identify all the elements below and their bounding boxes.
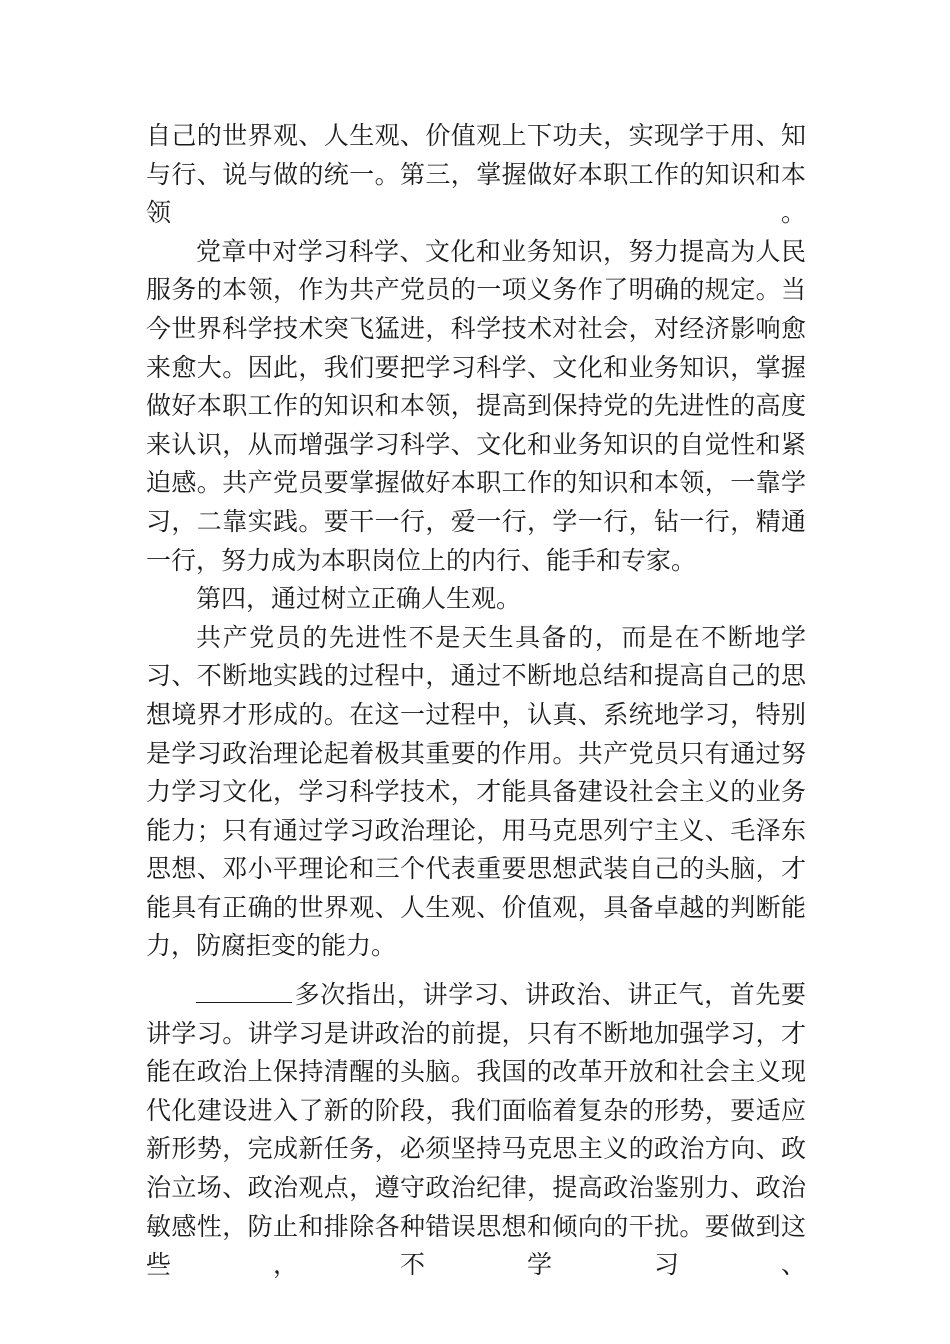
paragraph-study-politics-text: 多次指出，讲学习、讲政治、讲正气，首先要讲学习。讲学习是讲政治的前提，只有不断地加强学习，才能在政治上保持清醒的头脑。我国的改革开放和社会主义现代化建设进入了新的阶段，我们面临着复杂的形势，要适应新形势，完成新任务，必须坚持马克思主义的政治方向、政治立场、政治观点，遵守政治纪律，提高政治鉴别力、政治敏感性，防止和排除各种错误思想和倾向的干扰。要做到这些，不学习、 (146, 980, 806, 1280)
paragraph-advancement: 共产党员的先进性不是天生具备的，而是在不断地学习、不断地实践的过程中，通过不断地总结和提高自己的思想境界才形成的。在这一过程中，认真、系统地学习，特别是学习政治理论起着极其重要的作用。共产党员只有通过努力学习文化，学习科学技术，才能具备建设社会主义的业务能力；只有通过学习政治理论，用马克思列宁主义、毛泽东思想、邓小平理论和三个代表重要思想武装自己的头脑，才能具有正确的世界观、人生观、价值观，具备卓越的判断能力，防腐拒变的能力。 (146, 622, 806, 961)
paragraph-continuation: 自己的世界观、人生观、价值观上下功夫，实现学于用、知与行、说与做的统一。第三，掌握做好本职工作的知识和本领。 (146, 121, 806, 228)
paragraph-study-knowledge: 党章中对学习科学、文化和业务知识，努力提高为人民服务的本领，作为共产党员的一项义务作了明确的规定。当今世界科学技术突飞猛进，科学技术对社会，对经济影响愈来愈大。因此，我们要把学习科学、文化和业务知识，掌握做好本职工作的知识和本领，提高到保持党的先进性的高度来认识，从而增强学习科学、文化和业务知识的自觉性和紧迫感。共产党员要掌握做好本职工作的知识和本领，一靠学习，二靠实践。要干一行，爱一行，学一行，钻一行，精通一行，努力成为本职岗位上的内行、能手和专家。 (146, 236, 806, 575)
document-body (146, 117, 806, 1285)
paragraph-study-politics (146, 976, 806, 1285)
fill-in-blank (196, 980, 292, 1003)
paragraph-gap (146, 966, 806, 976)
section-heading-fourth: 第四，通过树立正确人生观。 (196, 584, 522, 614)
